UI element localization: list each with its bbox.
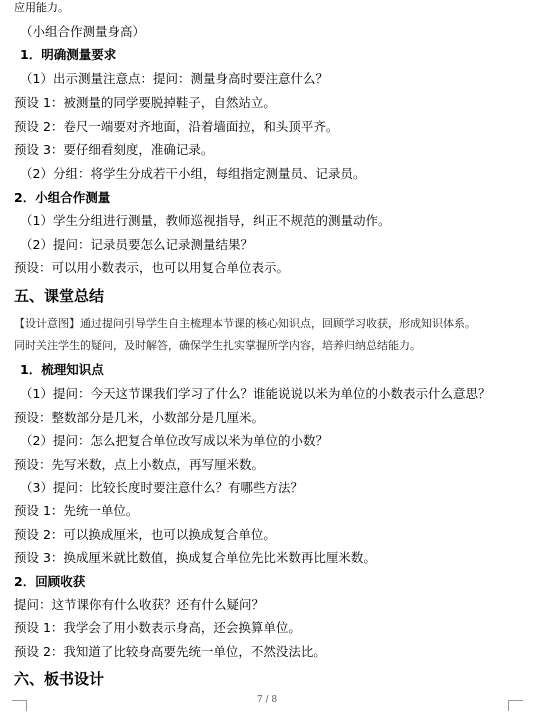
text-line: 预设 1：我学会了用小数表示身高，还会换算单位。	[14, 620, 301, 635]
text-line: 预设 3：换成厘米就比数值，换成复合单位先比米数再比厘米数。	[14, 550, 376, 565]
subheading: 1．明确测量要求	[20, 47, 117, 62]
subheading: 2．回顾收获	[14, 574, 86, 589]
text-line: 预设 1：先统一单位。	[14, 503, 139, 518]
text-line: （2）提问：怎么把复合单位改写成以米为单位的小数？	[20, 433, 328, 448]
text-line: （2）提问：记录员要怎么记录测量结果？	[20, 237, 253, 252]
text-line: 预设 2：可以换成厘米，也可以换成复合单位。	[14, 527, 276, 542]
subheading: 1．梳理知识点	[20, 362, 104, 377]
section-heading: 五、课堂总结	[14, 287, 105, 305]
text-line: 提问：这节课你有什么收获？还有什么疑问？	[14, 597, 265, 612]
text-line: 预设：可以用小数表示，也可以用复合单位表示。	[14, 260, 290, 275]
text-line: （3）提问：比较长度时要注意什么？有哪些方法？	[20, 480, 303, 495]
design-intent-text: 同时关注学生的疑问，及时解答，确保学生扎实掌握所学内容，培养归纳总结能力。	[14, 339, 421, 352]
text-line: 预设 3：要仔细看刻度，准确记录。	[14, 142, 214, 157]
text-line: （1）学生分组进行测量，教师巡视指导，纠正不规范的测量动作。	[20, 213, 391, 228]
text-line: （1）出示测量注意点：提问：测量身高时要注意什么？	[20, 71, 328, 86]
text-line: （2）分组：将学生分成若干小组，每组指定测量员、记录员。	[20, 166, 366, 181]
text-line: 预设 1：被测量的同学要脱掉鞋子，自然站立。	[14, 95, 276, 110]
text-line: （小组合作测量身高）	[20, 24, 146, 39]
design-intent-text: 【设计意图】通过提问引导学生自主梳理本节课的核心知识点，回顾学习收获，形成知识体系。	[14, 317, 476, 330]
text-line: 预设 2：卷尺一端要对齐地面，沿着墙面拉，和头顶平齐。	[14, 119, 339, 134]
text-line: 预设：先写米数，点上小数点，再写厘米数。	[14, 457, 265, 472]
page-number: 7 / 8	[256, 695, 278, 705]
subheading: 2．小组合作测量	[14, 190, 111, 205]
section-heading: 六、板书设计	[14, 670, 105, 688]
text-line: 应用能力。	[14, 1, 69, 14]
text-line: 预设 2：我知道了比较身高要先统一单位，不然没法比。	[14, 644, 326, 659]
text-line: 预设：整数部分是几米，小数部分是几厘米。	[14, 410, 265, 425]
text-line: （1）提问：今天这节课我们学习了什么？谁能说说以米为单位的小数表示什么意思？	[20, 386, 491, 401]
